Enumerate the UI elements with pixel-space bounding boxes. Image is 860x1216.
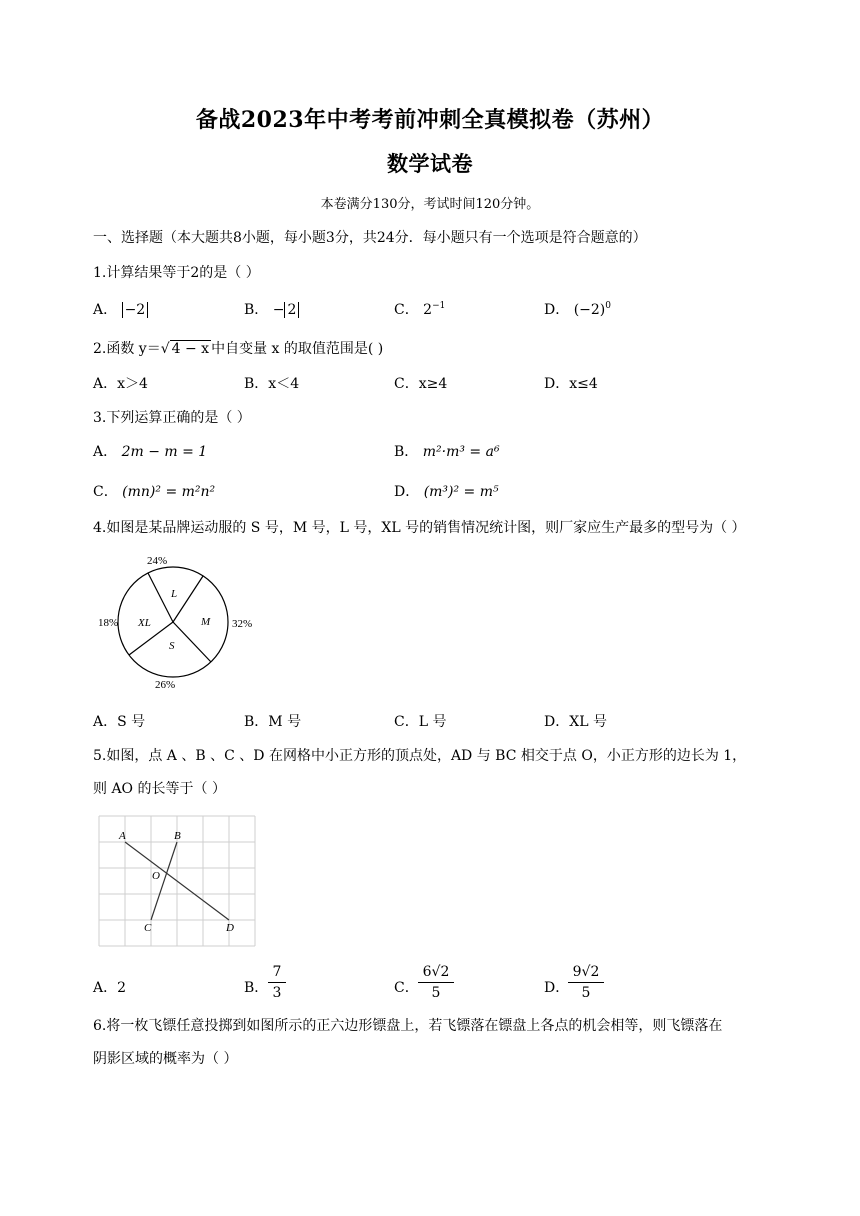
abs-value: −2 <box>122 302 149 318</box>
question-2-stem: 2.函数 y＝√ 4 − x 中自变量 x 的取值范围是( ) <box>93 341 384 357</box>
option-exponent: 0 <box>605 301 611 311</box>
slice-label-s: S <box>169 640 175 652</box>
question-6-stem-line2: 阴影区域的概率为（ ） <box>93 1051 238 1067</box>
slice-label-l: L <box>171 588 178 600</box>
pie-divider <box>129 622 173 655</box>
q1-option-d[interactable] <box>544 299 611 319</box>
option-letter: B． <box>244 302 269 318</box>
pie-divider <box>173 576 203 622</box>
q3-option-b[interactable]: B． m²·m³ = a⁶ <box>394 444 500 460</box>
q3-option-a[interactable]: A． 2m − m = 1 <box>93 444 208 460</box>
q5-option-d-fraction: 9√2 5 <box>568 964 604 1001</box>
q4-option-a[interactable]: A．S 号 <box>93 714 146 730</box>
q5-option-a[interactable]: A．2 <box>93 980 127 996</box>
section-heading: 一、选择题（本大题共8小题，每小题3分，共24分．每小题只有一个选项是符合题意的） <box>93 230 647 246</box>
q2-option-b[interactable]: B．x＜4 <box>244 376 300 392</box>
slice-label-xl: XL <box>138 617 151 629</box>
option-base: 2 <box>423 302 433 318</box>
point-label-a: A <box>119 830 126 842</box>
question-6-stem-line1: 6.将一枚飞镖任意投掷到如图所示的正六边形镖盘上，若飞镖落在镖盘上各点的机会相等，则飞镖落在 <box>93 1018 723 1034</box>
page-title: 备战2023年中考考前冲刺全真模拟卷（苏州） <box>195 107 665 133</box>
point-label-c: C <box>144 922 152 934</box>
option-letter: A． <box>93 302 118 318</box>
q4-option-d[interactable]: D．XL 号 <box>544 714 607 730</box>
point-label-d: D <box>226 922 234 934</box>
question-1-stem: 1.计算结果等于2的是（ ） <box>93 265 260 281</box>
option-letter: C． <box>394 302 419 318</box>
question-5-stem-line1: 5.如图，点 A 、B 、C 、D 在网格中小正方形的顶点处，AD 与 BC 相交于点 O，小正方形的边长为 1， <box>93 748 747 764</box>
question-5-stem-line2: 则 AO 的长等于（ ） <box>93 781 226 797</box>
page-subtitle: 数学试卷 <box>387 151 473 176</box>
abs-value: 2 <box>284 302 299 318</box>
option-exponent: −1 <box>432 301 446 311</box>
q5-option-d-letter[interactable]: D． <box>544 980 570 996</box>
grid-figure <box>95 812 260 952</box>
q3-option-c[interactable]: C． (mn)² = m²n² <box>93 484 216 500</box>
pct-label-m: 32% <box>232 618 253 630</box>
option-base: (−2) <box>573 302 606 318</box>
q2-option-d[interactable]: D．x≤4 <box>544 376 598 392</box>
point-label-b: B <box>174 830 181 842</box>
q1-option-b[interactable]: B． − 2 <box>244 299 299 319</box>
point-label-o: O <box>152 870 160 882</box>
q3-option-d[interactable]: D． (m³)² = m⁵ <box>394 484 499 500</box>
pct-label-xl: 18% <box>98 617 119 629</box>
q4-option-b[interactable]: B．M 号 <box>244 714 302 730</box>
option-letter: D． <box>544 302 570 318</box>
slice-label-m: M <box>201 616 211 628</box>
question-3-stem: 3.下列运算正确的是（ ） <box>93 410 251 426</box>
q5-option-b-fraction: 7 3 <box>268 964 286 1001</box>
pct-label-l: 24% <box>147 555 168 567</box>
q5-option-b-letter[interactable]: B． <box>244 980 269 996</box>
sqrt-expression: √ 4 − x <box>160 341 210 357</box>
q4-option-c[interactable]: C．L 号 <box>394 714 447 730</box>
q2-option-c[interactable]: C．x≥4 <box>394 376 448 392</box>
q1-option-c[interactable] <box>394 299 445 319</box>
pct-label-s: 26% <box>155 679 176 691</box>
question-4-stem: 4.如图是某品牌运动服的 S 号，M 号，L 号，XL 号的销售情况统计图，则厂家应生产最多的型号为（ ） <box>93 520 746 536</box>
pie-divider <box>148 573 173 622</box>
q5-option-c-letter[interactable]: C． <box>394 980 419 996</box>
q5-option-c-fraction: 6√2 5 <box>418 964 454 1001</box>
q2-option-a[interactable]: A．x＞4 <box>93 376 148 392</box>
pie-chart <box>93 550 273 695</box>
pie-divider <box>173 622 211 662</box>
exam-note: 本卷满分130分，考试时间120分钟。 <box>320 197 540 212</box>
q1-option-a[interactable] <box>93 299 148 319</box>
